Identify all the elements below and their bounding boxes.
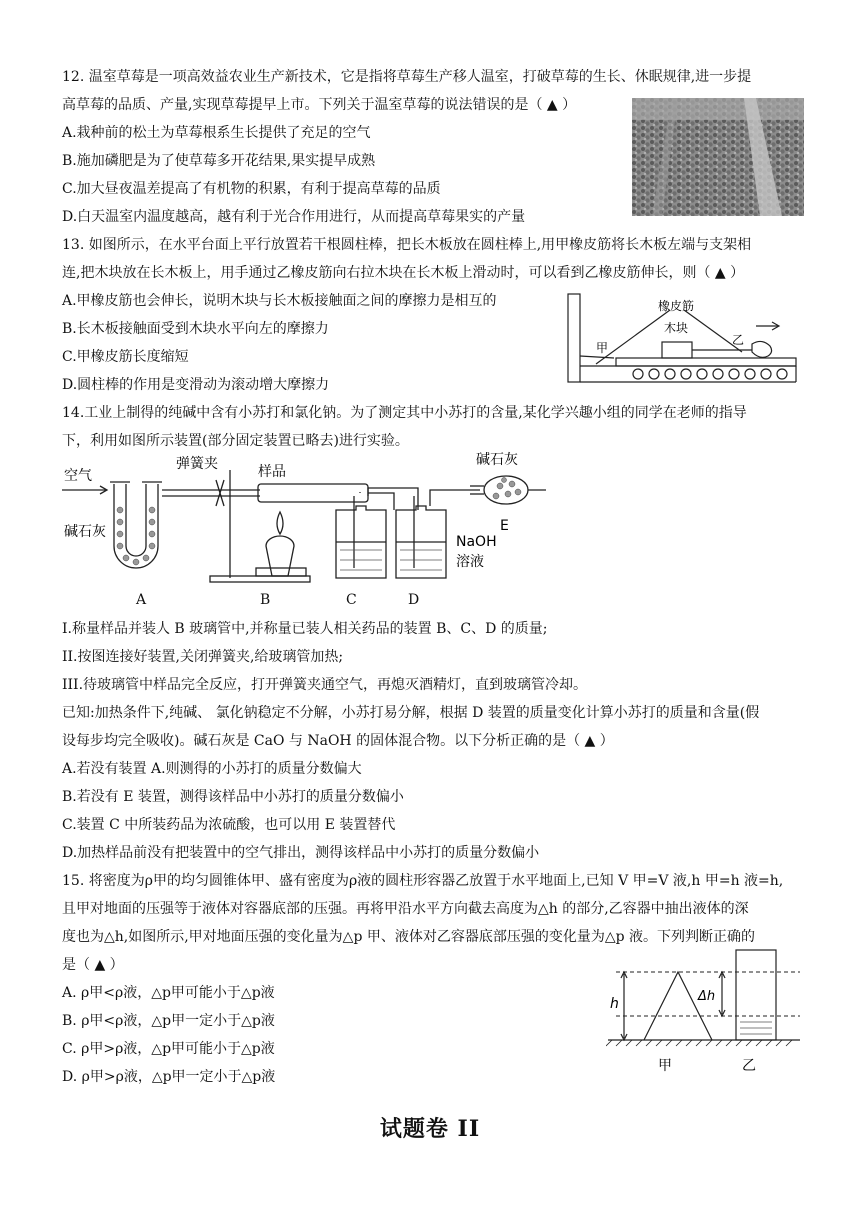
q14-option-a: A.若没有装置 A.则测得的小苏打的质量分数偏大 [62,761,362,777]
q14-known-line1: 已知:加热条件下,纯碱、 氯化钠稳定不分解，小苏打易分解，根据 D 装置的质量变化计算小苏打的质量和含量(假 [62,705,760,721]
q14-stem-line1: 14.工业上制得的纯碱中含有小苏打和氯化钠。为了测定其中小苏打的含量,某化学兴趣小组的同学在老师的指导 [62,405,747,421]
apparatus-label-b: B [260,592,271,608]
strawberry-greenhouse-photo [632,98,804,216]
label-soda-lime-left: 碱石灰 [64,524,106,540]
label-rubber-band: 橡皮筋 [658,299,695,313]
q15-stem-line1: 15. 将密度为ρ甲的均匀圆锥体甲、盛有密度为ρ液的圆柱形容器乙放置于水平地面上,已知 V 甲=V 液,h 甲=h 液=h, [62,873,784,889]
q15-option-b: B. ρ甲<ρ液，△p甲一定小于△p液 [62,1013,275,1029]
label-jia: 甲 [658,1058,672,1074]
label-yi: 乙 [742,1058,756,1074]
q13-stem-line2: 连,把木块放在长木板上，用手通过乙橡皮筋向右拉木块在长木板上滑动时，可以看到乙橡皮筋伸长，则（ ▲ ） [62,265,745,281]
q14-option-b: B.若没有 E 装置，测得该样品中小苏打的质量分数偏小 [62,789,404,805]
q15-stem-line4: 是（ ▲ ） [62,957,124,973]
label-h: h [610,996,619,1012]
q15-option-a: A. ρ甲<ρ液，△p甲可能小于△p液 [62,985,275,1001]
roller-row [633,369,787,379]
q14-step-3: III.待玻璃管中样品完全反应，打开弹簧夹通空气，再熄灭酒精灯，直到玻璃管冷却。 [62,677,588,693]
apparatus-label-a: A [136,592,147,608]
q15-stem-line3: 度也为△h,如图所示,甲对地面压强的变化量为△p 甲、液体对乙容器底部压强的变化量为△p 液。下列判断正确的 [62,929,756,945]
q14-step-1: I.称量样品并装人 B 玻璃管中,并称量已装人相关药品的装置 B、C、D 的质量; [62,621,548,637]
q14-apparatus-figure [60,450,550,610]
label-spring-clamp: 弹簧夹 [176,456,218,472]
apparatus-label-d: D [408,592,420,608]
q12-stem-line2: 高草莓的品质、产量,实现草莓提早上市。下列关于温室草莓的说法错误的是（ ▲ ） [62,97,577,113]
q14-known-line2: 设每步均完全吸收)。碱石灰是 CaO 与 NaOH 的固体混合物。以下分析正确的是（ ▲ ） [62,733,614,749]
q15-option-d: D. ρ甲>ρ液，△p甲一定小于△p液 [62,1069,276,1085]
q14-stem-line2: 下，利用如图所示装置(部分固定装置已略去)进行实验。 [62,433,409,449]
label-block: 木块 [664,321,689,335]
q13-option-c: C.甲橡皮筋长度缩短 [62,349,189,365]
label-soda-lime-right: 碱石灰 [476,452,518,468]
apparatus-label-c: C [346,592,357,608]
q13-stem-line1: 13. 如图所示，在水平台面上平行放置若干根圆柱棒，把长木板放在圆柱棒上,用甲橡皮筋将长木板左端与支架相 [62,237,752,253]
label-sample: 样品 [258,464,286,480]
label-naoh: NaOH [456,534,497,550]
q12-stem-line1: 12. 温室草莓是一项高效益农业生产新技术，它是指将草莓生产移人温室，打破草莓的生长、休眠规律,进一步提 [62,69,752,85]
q15-stem-line2: 且甲对地面的压强等于液体对容器底部的压强。再将甲沿水平方向截去高度为△h 的部分,乙容器中抽出液体的深 [62,901,749,917]
q15-option-c: C. ρ甲>ρ液，△p甲可能小于△p液 [62,1041,275,1057]
q14-option-c: C.装置 C 中所装药品为浓硫酸，也可以用 E 装置替代 [62,817,396,833]
label-e: E [500,518,509,534]
q12-option-a: A.栽种前的松土为草莓根系生长提供了充足的空气 [62,125,371,141]
label-delta-h: Δh [698,989,716,1004]
section-title: 试题卷 II [379,1116,481,1142]
label-jia: 甲 [596,341,609,355]
q15-pressure-figure [606,946,802,1076]
q13-friction-figure [566,292,798,386]
label-air: 空气 [64,468,92,484]
label-solution: 溶液 [456,554,484,570]
q14-step-2: II.按图连接好装置,关闭弹簧夹,给玻璃管加热; [62,649,344,665]
label-yi: 乙 [732,333,745,347]
q12-option-b: B.施加磷肥是为了使草莓多开花结果,果实提早成熟 [62,153,376,169]
q14-option-d: D.加热样品前没有把装置中的空气排出，测得该样品中小苏打的质量分数偏小 [62,845,540,861]
q12-option-c: C.加大昼夜温差提高了有机物的积累，有利于提高草莓的品质 [62,181,441,197]
q13-option-d: D.圆柱棒的作用是变滑动为滚动增大摩擦力 [62,377,330,393]
q13-option-a: A.甲橡皮筋也会伸长，说明木块与长木板接触面之间的摩擦力是相互的 [62,293,497,309]
q12-option-d: D.白天温室内温度越高，越有利于光合作用进行，从而提高草莓果实的产量 [62,209,526,225]
q13-option-b: B.长木板接触面受到木块水平向左的摩擦力 [62,321,329,337]
